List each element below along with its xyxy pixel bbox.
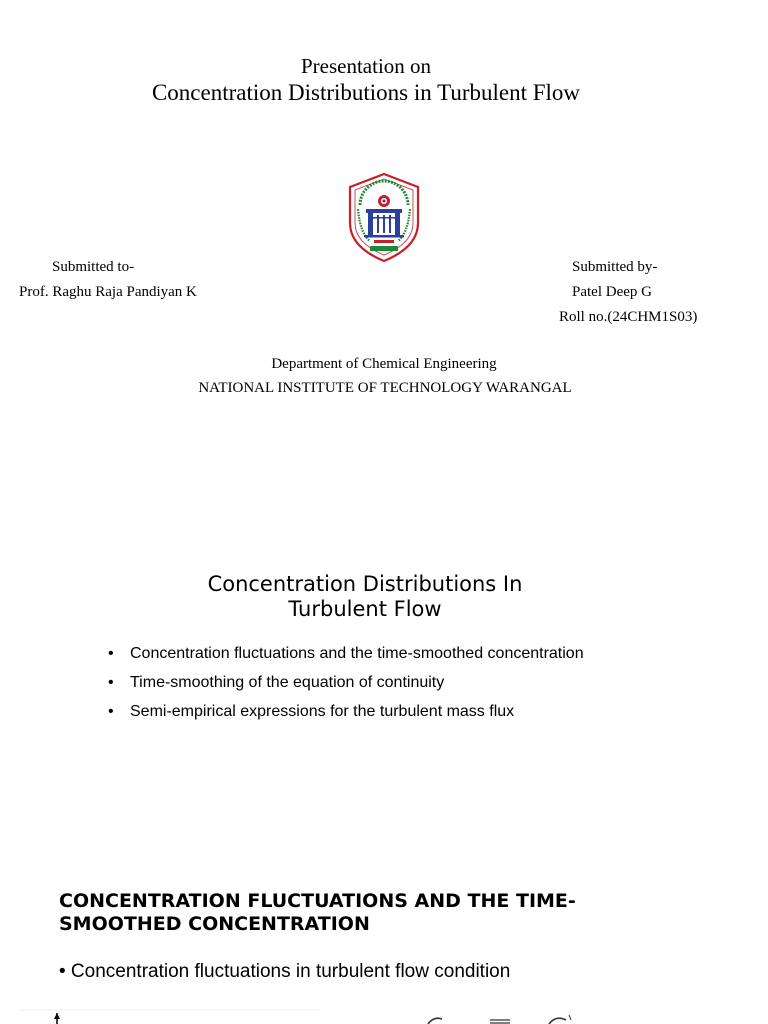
slide3-bullet-text: • Concentration fluctuations in turbulent flow condition	[59, 961, 511, 982]
submitted-by-label: Submitted by-	[572, 259, 658, 275]
submitted-by-roll: Roll no.(24CHM1S03)	[559, 309, 698, 325]
cut-off-equation-icon	[0, 1003, 768, 1024]
submitted-to-name: Prof. Raghu Raja Pandiyan K	[19, 284, 197, 300]
submitted-by-name: Patel Deep G	[572, 284, 652, 300]
slide2-title	[0, 572, 730, 622]
bullet-icon: •	[108, 674, 114, 691]
slide3-title-line2: SMOOTHED CONCENTRATION	[59, 913, 370, 935]
list-item	[108, 642, 584, 671]
nit-warangal-logo-icon	[344, 171, 424, 263]
bullet-icon: •	[108, 703, 114, 720]
slide1-title: Concentration Distributions in Turbulent Flow	[151, 80, 581, 105]
submitted-to-label: Submitted to-	[52, 259, 135, 275]
institute-name: NATIONAL INSTITUTE OF TECHNOLOGY WARANGAL	[198, 380, 572, 396]
slide2-title-line1: Concentration Distributions In	[207, 572, 523, 596]
list-item	[108, 671, 584, 700]
slide1-pretitle: Presentation on	[300, 54, 432, 78]
bullet-icon: •	[108, 645, 114, 662]
slide3-title-line1: CONCENTRATION FLUCTUATIONS AND THE TIME-	[59, 890, 576, 912]
slide2-bullet-list	[108, 642, 584, 729]
slide3-title	[59, 890, 699, 936]
list-item-text: Concentration fluctuations and the time-smoothed concentration	[130, 645, 584, 662]
department-name: Department of Chemical Engineering	[271, 356, 497, 372]
list-item	[108, 700, 584, 729]
list-item-text: Semi-empirical expressions for the turbulent mass flux	[130, 703, 515, 720]
list-item-text: Time-smoothing of the equation of continuity	[130, 674, 445, 691]
slide2-title-line2: Turbulent Flow	[288, 597, 442, 621]
